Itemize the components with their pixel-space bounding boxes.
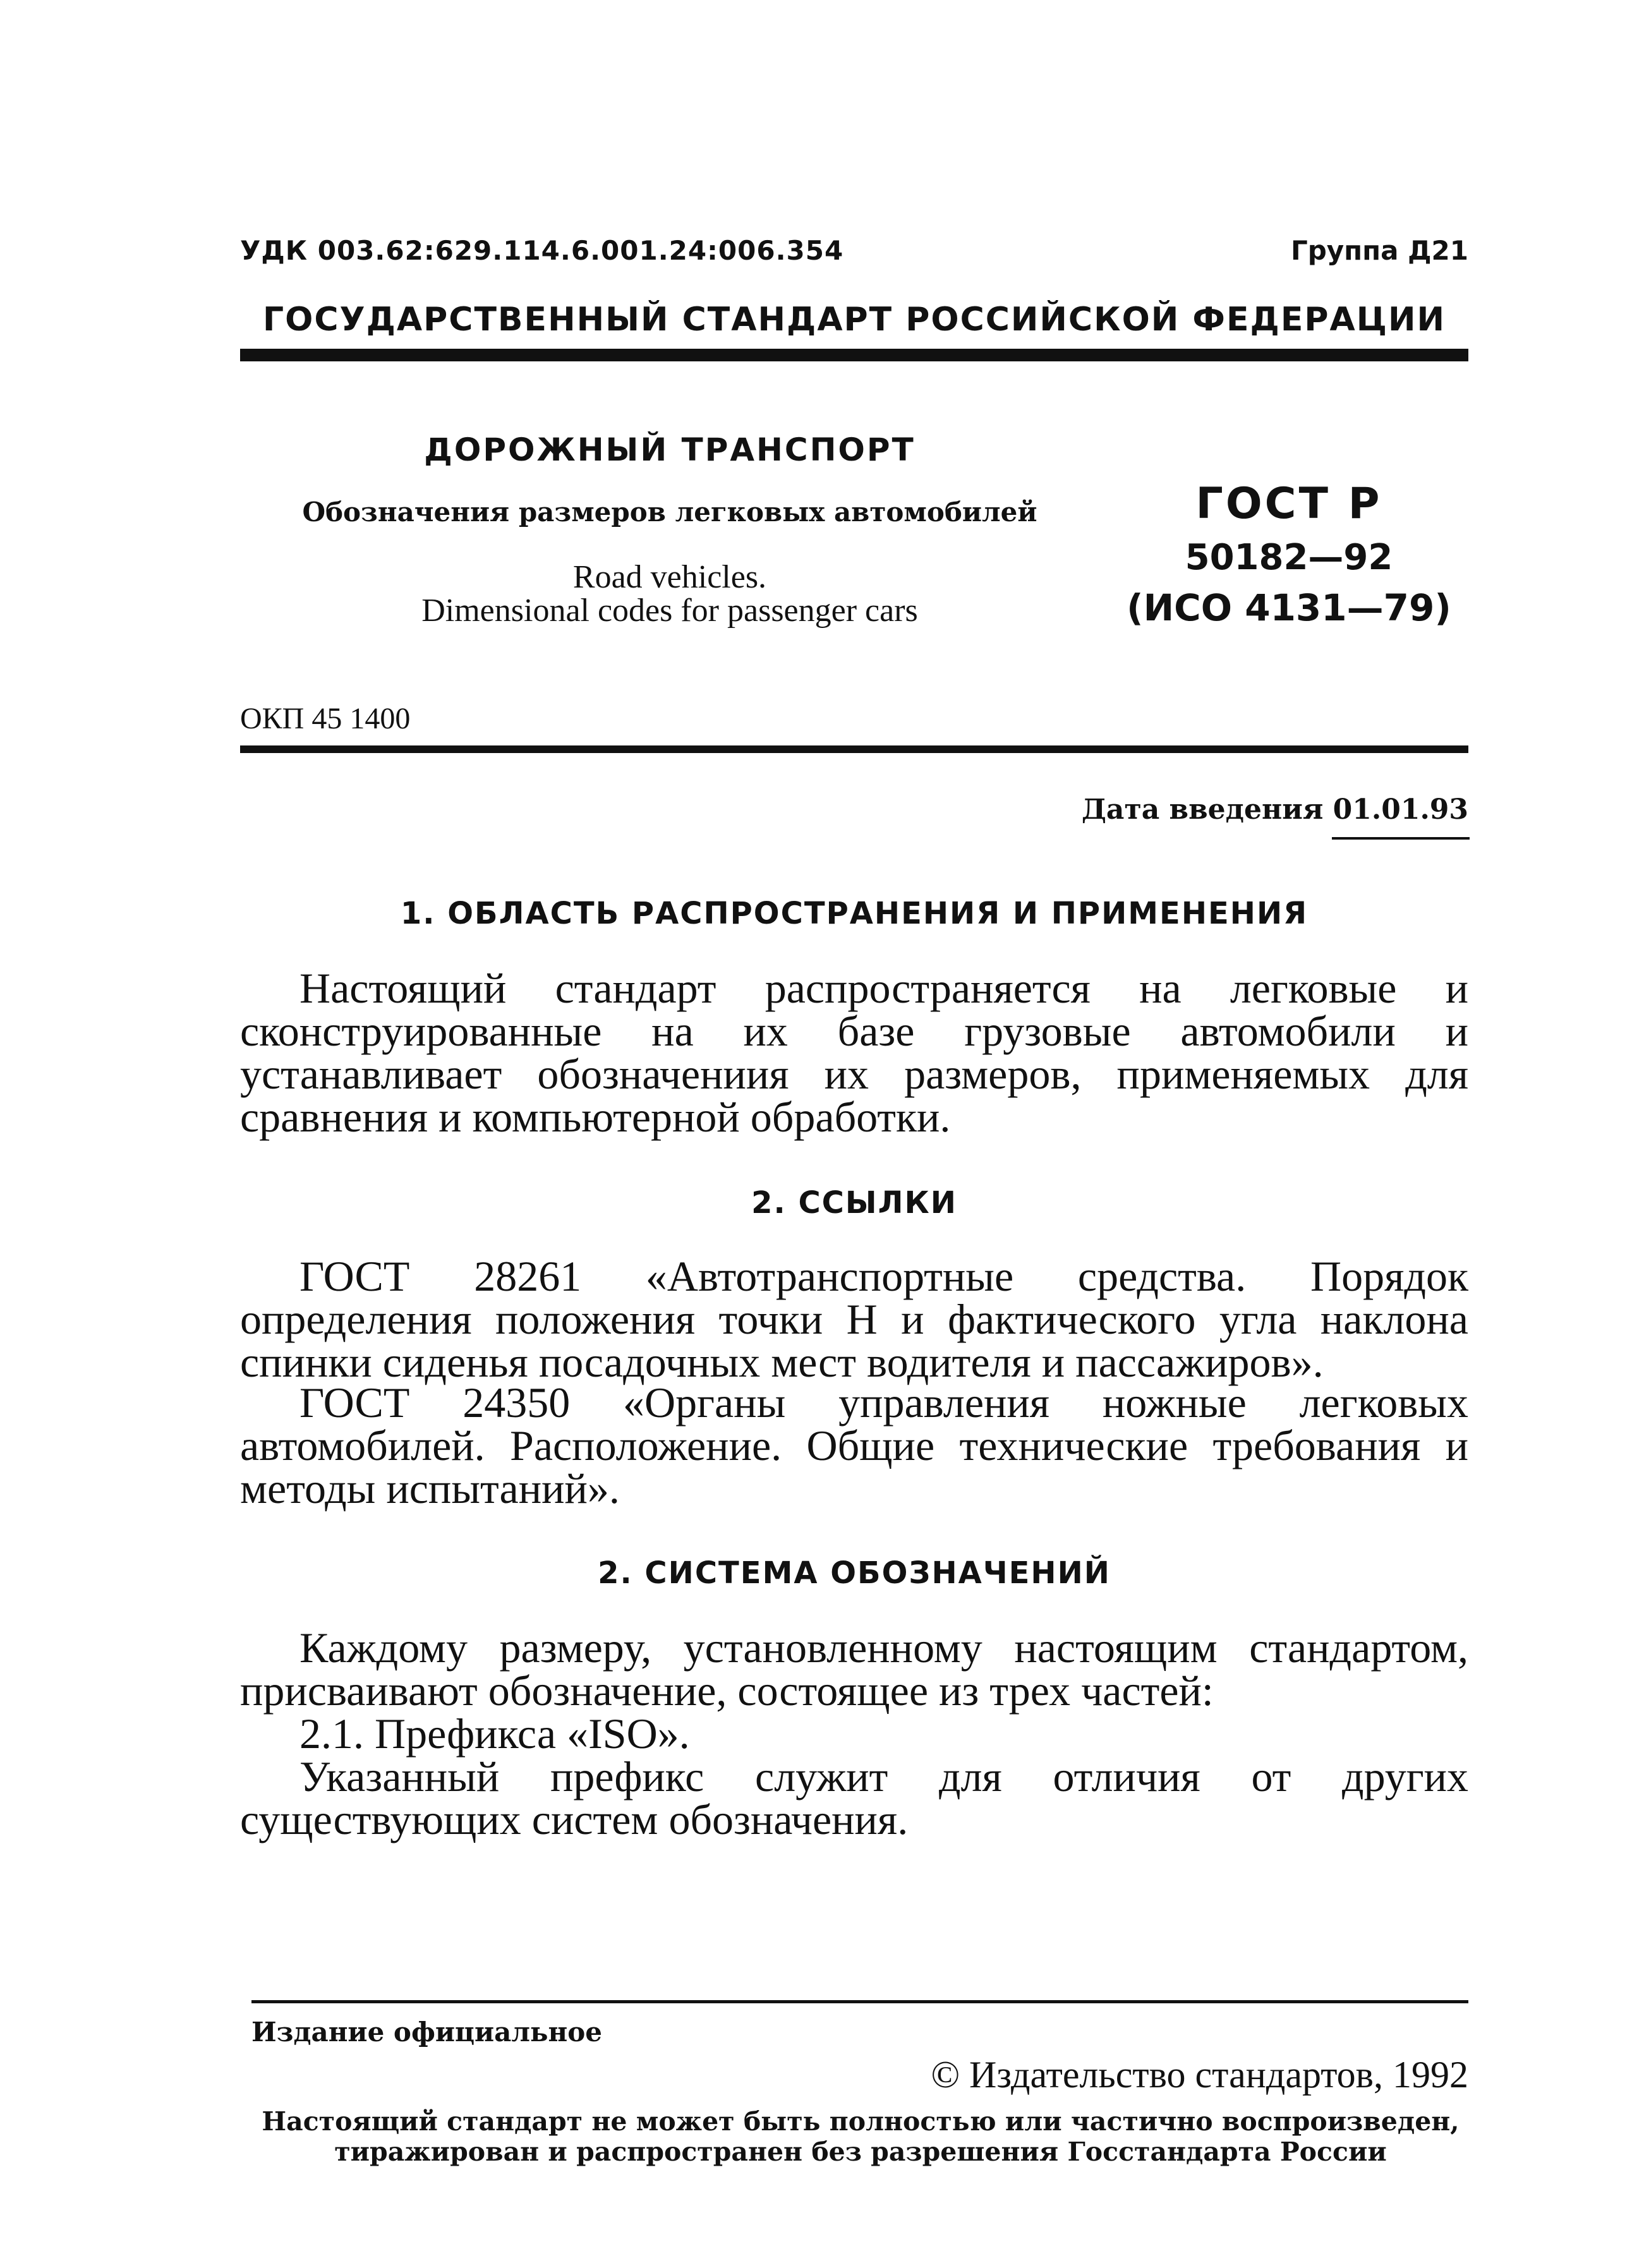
reference-2: ГОСТ 24350 «Органы управления ножные легковых автомобилей. Расположение. Общие технические требования и методы испытаний».: [240, 1378, 1468, 1512]
gost-number: 50182—92: [1185, 537, 1393, 578]
introduction-date: Дата введения 01.01.93: [1081, 793, 1468, 826]
iso-number: (ИСО 4131—79): [1127, 586, 1451, 629]
state-standard-title: ГОСУДАРСТВЕННЫЙ СТАНДАРТ РОССИЙСКОЙ ФЕДЕРАЦИИ: [263, 301, 1446, 339]
header-thick-rule: [240, 349, 1468, 361]
english-title-line-2: Dimensional codes for passenger cars: [421, 593, 918, 629]
reproduction-notice-line-1: Настоящий стандарт не может быть полностью или частично воспроизведен,: [262, 2106, 1460, 2137]
document-subtitle: Обозначения размеров легковых автомобилей: [302, 497, 1037, 528]
okp-thick-rule: [240, 745, 1468, 753]
section-3-item: 2.1. Префикса «ISO».: [299, 1710, 690, 1758]
document-title: ДОРОЖНЫЙ ТРАНСПОРТ: [424, 431, 916, 468]
english-title-line-1: Road vehicles.: [572, 559, 767, 595]
footer-rule: [251, 2000, 1468, 2003]
section-3-note: Указанный префикс служит для отличия от других существующих систем обозначения.: [240, 1752, 1468, 1843]
reproduction-notice-line-2: тиражирован и распространен без разрешения Госстандарта России: [334, 2137, 1387, 2167]
udk-code: УДК 003.62:629.114.6.001.24:006.354: [240, 235, 844, 266]
copyright-notice: © Издательство стандартов, 1992: [931, 2054, 1468, 2096]
section-1-text: Настоящий стандарт распространяется на легковые и сконструированные на их базе грузовые автомобили и устанавливает обозначениия их размеров, применяемых для сравнения и компьютерной обработки.: [240, 964, 1468, 1141]
official-edition: Издание официальное: [251, 2017, 602, 2048]
section-3-text: Каждому размеру, установленному настоящим стандартом, присваивают обозначение, состоящее из трех частей:: [240, 1624, 1468, 1715]
reference-1: ГОСТ 28261 «Автотранспортные средства. Порядок определения положения точки H и фактического угла наклона спинки сиденья посадочных мест водителя и пассажиров».: [240, 1252, 1468, 1386]
gost-label: ГОСТ Р: [1195, 479, 1382, 529]
section-2-heading: 2. ССЫЛКИ: [751, 1185, 957, 1221]
date-underline: [1332, 837, 1470, 840]
section-3-heading: 2. СИСТЕМА ОБОЗНАЧЕНИЙ: [598, 1555, 1111, 1591]
section-1-heading: 1. ОБЛАСТЬ РАСПРОСТРАНЕНИЯ И ПРИМЕНЕНИЯ: [400, 896, 1309, 931]
okp-code: ОКП 45 1400: [240, 702, 411, 735]
group-code: Группа Д21: [1290, 235, 1468, 266]
